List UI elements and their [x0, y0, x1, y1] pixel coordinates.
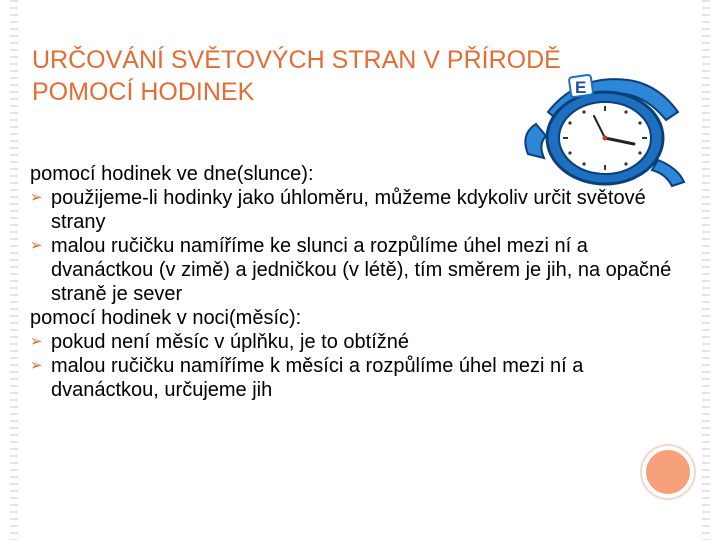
left-dotted-border	[10, 0, 18, 540]
list-item	[30, 234, 692, 306]
list-item-text: použijeme-li hodinky jako úhloměru, můžeme kdykoliv určit světové strany	[51, 187, 646, 233]
title-line-1: URČOVÁNÍ SVĚTOVÝCH STRAN V PŘÍRODĚ	[32, 46, 561, 74]
right-dotted-border	[702, 0, 710, 540]
list-item	[30, 354, 692, 402]
arrow-bullet-icon: ➢	[30, 189, 43, 206]
list-item-text: malou ručičku namíříme k měsíci a rozpůlíme úhel mezi ní a dvanáctkou, určujeme jih	[51, 355, 584, 401]
arrow-bullet-icon: ➢	[30, 333, 43, 350]
arrow-bullet-icon: ➢	[30, 237, 43, 254]
list-item-text: malou ručičku namíříme ke slunci a rozpůlíme úhel mezi ní a dvanáctkou (v zimě) a jedničkou (v létě), tím směrem je jih, na opačné straně je sever	[51, 235, 672, 305]
decorative-circle	[642, 446, 694, 498]
section-heading-day: pomocí hodinek ve dne(slunce):	[30, 163, 314, 185]
section-heading-night: pomocí hodinek v noci(měsíc):	[30, 307, 302, 329]
title-line-2: POMOCÍ HODINEK	[32, 78, 255, 106]
arrow-bullet-icon: ➢	[30, 357, 43, 374]
clock-label: E	[575, 78, 587, 97]
slide-body	[30, 162, 692, 402]
list-item-text: pokud není měsíc v úplňku, je to obtížné	[51, 331, 409, 353]
list-item	[30, 330, 692, 354]
list-item	[30, 186, 692, 234]
